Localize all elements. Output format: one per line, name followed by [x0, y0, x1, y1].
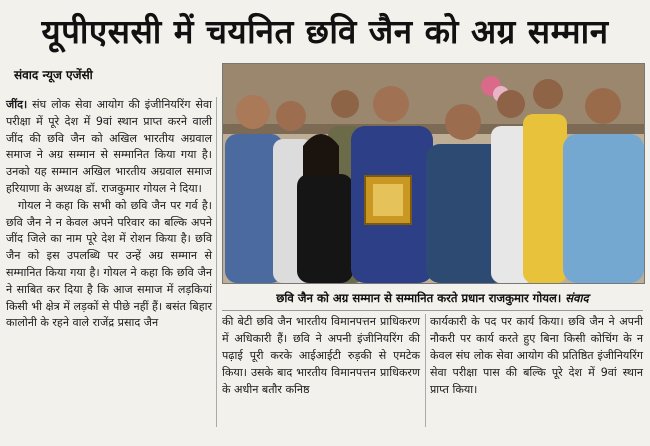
article-middle-column: [222, 313, 420, 398]
byline: संवाद न्यूज एजेंसी: [14, 68, 93, 82]
group-photo-illustration: [223, 64, 644, 283]
article-paragraph-2: गोयल ने कहा कि सभी को छवि जैन पर गर्व है। छवि जैन ने न केवल अपने परिवार का बल्कि अपने जींद जिले का नाम पूरे देश में रोशन किया है। छवि जैन को इस उपलब्धि पर उन्हें अग्र सम्मान से सम्मानित किया गया है। गोयल ने कहा कि छवि जैन ने साबित कर दिया है कि आज समाज में लड़कियां किसी भी क्षेत्र में लड़कों से पीछे नहीं हैं। बसंत बिहार कालोनी के रहने वाले राजेंद्र प्रसाद जैन: [6, 198, 212, 330]
middle-column-text: की बेटी छवि जैन भारतीय विमानपत्तन प्राधिकरण में अधिकारी हैं। छवि ने अपनी इंजीनियरिंग की पढ़ाई पूरी करके आईआईटी रुड़की से एमटेक किया। उसके बाद भारतीय विमानपत्तन प्राधिकरण के अधीन बतौर कनिष्ठ: [222, 315, 420, 396]
caption-text: छवि जैन को अग्र सम्मान से सम्मानित करते प्रधान राजकुमार गोयल।: [276, 290, 562, 305]
column-divider: [425, 314, 426, 427]
right-column-text: कार्यकारी के पद पर कार्य किया। छवि जैन ने अपनी नौकरी पर कार्य करते हुए बिना किसी कोचिंग के न केवल संघ लोक सेवा आयोग की प्रतिष्ठित इंजीनियरिंग सेवा परीक्षा पास की बल्कि पूरे देश में 9वां स्थान प्राप्त किया।: [430, 315, 643, 396]
headline: यूपीएससी में चयनित छवि जैन को अग्र सम्मान: [41, 11, 609, 51]
news-photo: [222, 63, 645, 284]
article-right-column: [430, 313, 643, 398]
article-left-column: [6, 97, 212, 332]
dateline: जींद।: [6, 98, 28, 111]
article-paragraph-1: [6, 97, 212, 198]
photo-credit: संवाद: [565, 290, 589, 305]
paragraph-1-text: संघ लोक सेवा आयोग की इंजीनियरिंग सेवा परीक्षा में पूरे देश में 9वां स्थान प्राप्त करने वाली जींद की छवि जैन को अखिल भारतीय अग्रवाल समाज ने अग्र सम्मान से सम्मानित किया गया है। उनको यह सम्मान अखिल भारतीय अग्रवाल समाज हरियाणा के अध्यक्ष डॉ. राजकुमार गोयल ने दिया।: [6, 98, 212, 195]
column-divider: [216, 97, 217, 427]
photo-caption: [222, 286, 643, 311]
